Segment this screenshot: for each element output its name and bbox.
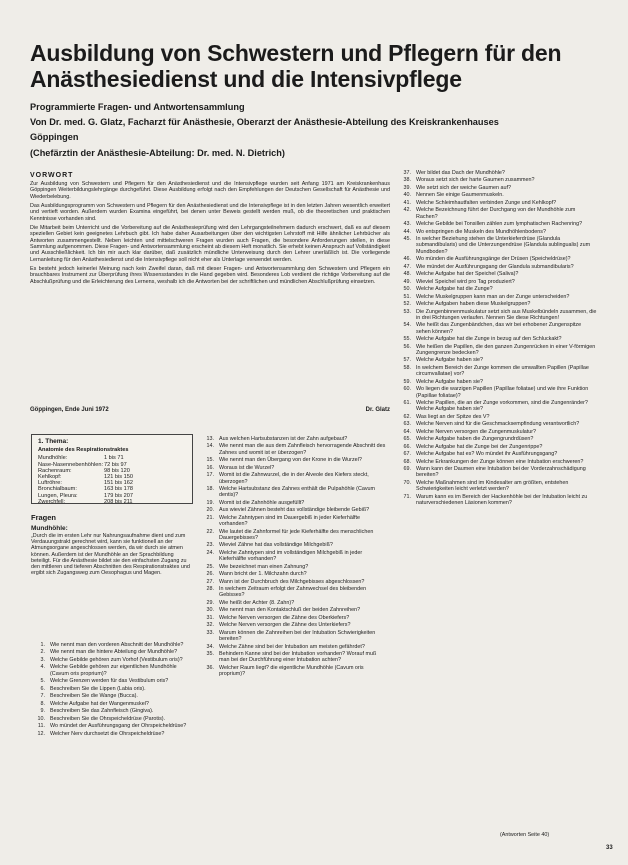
- question-text: Nennen Sie einige Gaumenmuskeln.: [416, 192, 504, 199]
- article-title: [30, 40, 610, 92]
- thema-row-topic: Nase-Nasennebenhöhlen:: [38, 461, 103, 468]
- question-number: 27.: [206, 578, 214, 585]
- question-item: [397, 386, 597, 399]
- vorwort-paragraph: Zur Ausbildung von Schwestern und Pflegern für den Anästhesiedienst und die Intensivpflege wurden seit Anfang 1971 am Kreiskrankenhaus Göppingen Weiterbildungslehrgänge durchgeführt. Diese Ausbildung erfolgt nach den Empfehlungen der Deutschen Gesellschaft für Anästhesie und Wiederbelebung.: [30, 181, 390, 200]
- question-number: 32.: [206, 622, 214, 629]
- question-item: [31, 686, 193, 692]
- question-item: [397, 301, 597, 307]
- question-item: [200, 457, 386, 463]
- subtitle: Programmierte Fragen- und Antwortensammlung: [30, 102, 245, 112]
- question-number: 14.: [206, 443, 214, 450]
- question-text: Welche Nerven versorgen die Zungenmuskulatur?: [416, 428, 537, 435]
- question-number: 35.: [206, 651, 214, 658]
- question-text: Womit ist die Zahnwurzel, die in der Alveole des Kiefers steckt, überzogen?: [219, 472, 369, 485]
- author-place: Göppingen: [30, 132, 79, 142]
- question-item: [200, 622, 386, 628]
- thema-row-range: 163 bis 178: [104, 486, 133, 493]
- question-text: Welcher Nerv durchsetzt die Ohrspeicheldrüse?: [50, 730, 165, 737]
- question-item: [397, 451, 597, 457]
- question-number: 49.: [403, 278, 411, 285]
- question-text: Wie heißt das Zungenbändchen, das wir bei erhobener Zungenspitze sehen können?: [416, 322, 582, 335]
- question-text: In welchem Bereich der Zunge kommen die umwallten Papillen (Papillae circumvallatae) vor?: [416, 364, 589, 378]
- signature-place: Göppingen, Ende Juni 1972: [30, 407, 109, 413]
- question-text: Aus welchen Hartsubstanzen ist der Zahn aufgebaut?: [219, 436, 348, 442]
- question-text: Beschreiben Sie die Lippen (Labia oris).: [50, 685, 146, 692]
- question-item: [200, 515, 386, 528]
- question-text: Wie nennt man den Übergang von der Krone in die Wurzel?: [219, 457, 362, 464]
- question-text: Wie nennt man den Kontaktschluß der beiden Zahnreihen?: [219, 607, 361, 614]
- question-text: Welche Aufgabe hat die Zunge in bezug auf den Schluckakt?: [416, 336, 562, 343]
- question-item: [200, 486, 386, 499]
- question-text: Aus wieviel Zähnen besteht das vollständige bleibende Gebiß?: [219, 507, 370, 514]
- question-text: Welche Schleimhautfalten verbinden Zunge und Kehlkopf?: [416, 199, 557, 206]
- question-text: Wo liegen die warzigen Papillen (Papillae foliatae) und wie ihre Funktion (Papillae foliatae)?: [416, 386, 589, 399]
- question-text: Woraus setzt sich der harte Gaumen zusammen?: [416, 177, 535, 184]
- title-line-2: Anästhesiedienst und die Intensivpflege: [30, 66, 462, 92]
- thema-row-range: 72 bis 97: [104, 461, 127, 468]
- question-number: 42.: [403, 207, 411, 214]
- question-number: 60.: [403, 386, 411, 393]
- question-item: [200, 507, 386, 513]
- thema-row-topic: Rachenraum:: [38, 467, 72, 474]
- question-number: 19.: [206, 499, 214, 506]
- question-number: 30.: [206, 607, 214, 614]
- question-text: Wo entspringen die Muskeln des Mundhöhlenbodens?: [416, 228, 546, 235]
- question-number: 5.: [40, 678, 45, 685]
- question-text: Welche Papillen, die an der Zunge vorkommen, sind die Zungenränder? Welche Aufgabe haben sie?: [416, 400, 588, 413]
- vorwort-text: [30, 181, 390, 288]
- question-text: Welche Nerven sind für die Geschmacksempfindung verantwortlich?: [416, 421, 580, 428]
- question-number: 44.: [403, 228, 411, 235]
- vorwort-paragraph: Es besteht jedoch keinerlei Meinung nach kein Zweifel daran, daß mit dieser Fragen- und Antwortensammlung den Schwestern und Pflegern ein brauchbares Instrument zur Überprüfung ihres Wissensstandes in die Hand gegeben wird. Besonderes Lob verdient die richtige Vorbereitung auf die Abschlußprüfung und die Erleichterung des Lernens, weshalb ich die Antworten bei der schriftlichen und mündlichen Abschlußprüfung einsetzen.: [30, 266, 390, 285]
- question-item: [397, 379, 597, 385]
- question-text: Behindern Kanne sind bei der Intubation vorhanden? Worauf muß man bei der Durchführung einer Intubation achten?: [219, 651, 377, 664]
- question-text: Womit ist die Zahnhöhle ausgefüllt?: [219, 499, 305, 506]
- author-line: Von Dr. med. G. Glatz, Facharzt für Anästhesie, Oberarzt der Anästhesie-Abteilung des Kreiskrankenhauses: [30, 117, 499, 127]
- question-number: 23.: [206, 542, 214, 549]
- question-number: 21.: [206, 514, 214, 521]
- question-text: Welche Zähne sind bei der Intubation am meisten gefährdet?: [219, 643, 365, 650]
- question-number: 36.: [206, 664, 214, 671]
- question-number: 24.: [206, 549, 214, 556]
- question-item: [31, 642, 193, 648]
- thema-row-range: 121 bis 150: [104, 474, 133, 481]
- question-text: Welche Gebilde gehören zum Vorhof (Vestibulum oris)?: [50, 656, 183, 663]
- question-number: 65.: [403, 436, 411, 443]
- question-text: Welche Aufgabe hat es? Wo mündet ihr Ausführungsgang?: [416, 451, 558, 458]
- question-text: Welche Maßnahmen sind im Kindesalter am größten, entstehen Schwierigkeiten leicht verletzt werden?: [416, 479, 569, 493]
- question-number: 58.: [403, 364, 411, 371]
- question-text: In welchem Zeitraum erfolgt der Zahnwechsel des bleibenden Gebisses?: [219, 586, 367, 599]
- question-text: Wie bezeichnet man einen Zahnung?: [219, 563, 309, 570]
- question-item: [31, 664, 193, 677]
- question-number: 45.: [403, 236, 411, 243]
- question-number: 25.: [206, 563, 214, 570]
- question-number: 43.: [403, 221, 411, 228]
- question-text: Welche Hartsubstanz des Zahnes enthält die Pulpahöhle (Cavum dentis)?: [219, 486, 376, 499]
- question-number: 64.: [403, 428, 411, 435]
- question-text: Welche Bezeichnung führt der Durchgang von der Mundhöhle zum Rachen?: [416, 207, 576, 220]
- question-number: 3.: [40, 656, 45, 663]
- question-text: Welche Aufgabe haben sie?: [416, 357, 484, 364]
- fragen-heading: Fragen: [31, 513, 57, 522]
- question-text: Welche Gebilde gehören zur eigentlichen Mundhöhle (Cavum oris proprium)?: [50, 664, 177, 677]
- question-item: [200, 529, 386, 542]
- question-item: [397, 344, 597, 357]
- question-number: 28.: [206, 586, 214, 593]
- question-number: 22.: [206, 528, 214, 535]
- question-item: [397, 192, 597, 198]
- question-text: Welche Aufgaben haben diese Muskelgruppen?: [416, 301, 531, 308]
- question-item: [397, 185, 597, 191]
- question-item: [200, 665, 386, 678]
- question-list-col2: [200, 436, 386, 679]
- thema-row-topic: Lungen, Pleura:: [38, 492, 78, 499]
- question-item: [200, 542, 386, 548]
- question-item: [200, 472, 386, 485]
- question-text: Wieviel Speichel wird pro Tag produziert?: [416, 278, 515, 285]
- question-item: [31, 701, 193, 707]
- question-item: [397, 480, 597, 493]
- question-number: 51.: [403, 293, 411, 300]
- question-item: [397, 414, 597, 420]
- question-item: [397, 207, 597, 220]
- question-text: Was liegt an der Spitze des V?: [416, 413, 490, 420]
- question-item: [397, 294, 597, 300]
- question-item: [200, 550, 386, 563]
- question-item: [397, 279, 597, 285]
- question-item: [200, 644, 386, 650]
- question-item: [397, 429, 597, 435]
- question-text: Welche Aufgabe hat der Wangenmuskel?: [50, 700, 149, 707]
- question-text: Welche Nerven versorgen die Zähne des Unterkiefers?: [219, 622, 351, 629]
- question-text: Beschreiben Sie das Zahnfleisch (Gingiva).: [50, 708, 154, 715]
- question-text: Wann bricht der 1. Milchzahn durch?: [219, 571, 307, 578]
- mundhoehle-intro: [31, 533, 193, 576]
- question-text: Beschreiben Sie die Wange (Bucca).: [50, 693, 138, 700]
- question-item: [200, 465, 386, 471]
- question-item: [31, 678, 193, 684]
- question-number: 38.: [403, 177, 411, 184]
- question-item: [397, 357, 597, 363]
- question-item: [31, 649, 193, 655]
- question-item: [397, 365, 597, 378]
- question-item: [397, 322, 597, 335]
- question-text: Wo münden die Ausführungsgänge der Drüsen (Speicheldrüse)?: [416, 256, 571, 263]
- question-text: Welche Aufgabe haben sie?: [416, 378, 484, 385]
- thema-row: [38, 499, 186, 505]
- question-number: 57.: [403, 357, 411, 364]
- question-number: 71.: [403, 493, 411, 500]
- question-item: [31, 716, 193, 722]
- question-number: 70.: [403, 479, 411, 486]
- question-number: 11.: [37, 723, 45, 730]
- question-text: Welche Aufgabe hat die Zunge?: [416, 286, 493, 293]
- question-text: Wann kann der Daumen eine Intubation bei der Vorderzahnschädigung bereiten?: [416, 466, 586, 479]
- question-text: Welche Aufgabe haben die Zungengrundrdüsen?: [416, 436, 534, 443]
- question-text: Welche Aufgabe hat die Zunge bei der Zungenrippe?: [416, 443, 543, 450]
- question-text: Welche Zahntypen sind im vollständigen Milchgebiß in jeder Kieferhälfte vorhanden?: [219, 549, 363, 563]
- question-number: 13.: [206, 436, 214, 442]
- thema-row-range: 98 bis 120: [104, 467, 130, 474]
- page-number: 33: [606, 845, 613, 851]
- vorwort-paragraph: Die Mitarbeit beim Unterricht und die Vorbereitung auf die Anästhesieprüfung wird den Lehrgangsteilnehmern dadurch erschwert, daß es auf diesem speziellen Gebiet kein geeignetes Lehrbuch gibt. Ich habe daher Ausarbeitungen über den wichtigsten Lehrstoff mit Hilfe ähnlicher Lehrbücher als Antworten zusammengestellt. Neben leichten und mittelschweren Fragen wurden auch Fragen, die besondere Anforderungen stellen, in diese Sammlung aufgenommen. Diese Fragen- und Antwortensammlung erscheint ab diesem Heft monatlich. Sie erhebt keinen Anspruch auf Vollständigkeit und Ausschließlichkeit. Ich bin mir auch klar darüber, daß zusätzlich mündliche Unterweisung durch den Lehrer unerläßlich ist. Die vorliegende Lernanleitung für den Anästhesiedienst und die Intensivpflege soll nicht eher als Unterlage verwendet werden.: [30, 225, 390, 263]
- question-text: Wie mündet der Ausführungsgang der Glandula submandibularis?: [416, 263, 574, 270]
- thema-row-topic: Luftröhre:: [38, 480, 62, 487]
- question-number: 17.: [206, 472, 214, 479]
- question-item: [397, 256, 597, 262]
- question-item: [397, 286, 597, 292]
- question-item: [200, 571, 386, 577]
- question-text: Die Zungenbinnenmuskulatur setzt sich aus Muskelbündeln zusammen, die in drei Richtungen verlaufen. Nennen Sie diese Richtungen!: [416, 308, 597, 321]
- question-number: 48.: [403, 271, 411, 278]
- question-item: [397, 200, 597, 206]
- question-item: [200, 615, 386, 621]
- question-item: [397, 494, 597, 507]
- question-number: 29.: [206, 599, 214, 606]
- question-item: [397, 177, 597, 183]
- question-text: Wie setzt sich der weiche Gaumen auf?: [416, 184, 511, 191]
- question-text: Welche Aufgabe hat der Speichel (Saliva)?: [416, 271, 519, 278]
- question-text: Welche Nerven versorgen die Zähne des Oberkiefers?: [219, 614, 350, 621]
- question-text: Wer bildet das Dach der Mundhöhle?: [416, 170, 505, 176]
- question-number: 54.: [403, 322, 411, 329]
- question-number: 15.: [206, 457, 214, 464]
- question-number: 46.: [403, 256, 411, 263]
- question-text: Wo mündet der Ausführungsgang der Ohrspeicheldrüse?: [50, 723, 187, 730]
- question-text: Woraus ist die Wurzel?: [219, 464, 275, 471]
- question-item: [200, 600, 386, 606]
- question-number: 8.: [40, 700, 45, 707]
- question-number: 62.: [403, 413, 411, 420]
- question-number: 20.: [206, 507, 214, 514]
- signature-name: Dr. Glatz: [365, 407, 390, 413]
- question-text: Wann ist der Durchbruch des Milchgebisses abgeschlossen?: [219, 578, 365, 585]
- question-item: [397, 271, 597, 277]
- question-item: [200, 586, 386, 599]
- question-item: [31, 708, 193, 714]
- question-number: 61.: [403, 400, 411, 406]
- question-number: 40.: [403, 192, 411, 199]
- question-number: 66.: [403, 443, 411, 450]
- vorwort-paragraph: Das Ausbildungsprogramm von Schwestern und Pflegern für den Anästhesiedienst und die Intensivpflege ist in den letzten Jahren wesentlich erweitert und vertieft worden. Außerdem wurden Examina eingeführt, bei denen unter Beweis gestellt werden muß, ob die theoretischen und praktischen Kenntnisse vorhanden sind.: [30, 203, 390, 222]
- thema-row-topic: Bronchialbaum:: [38, 486, 77, 493]
- thema-row-topic: Mundhöhle:: [38, 455, 68, 462]
- question-item: [397, 236, 597, 255]
- chief-line: (Chefärztin der Anästhesie-Abteilung: Dr. med. N. Dietrich): [30, 148, 285, 158]
- question-item: [200, 630, 386, 643]
- question-number: 59.: [403, 378, 411, 385]
- question-text: Welche Grenzen werden für das Vestibulum oris?: [50, 678, 169, 685]
- question-item: [200, 443, 386, 456]
- question-number: 53.: [403, 308, 411, 315]
- question-text: Welche Muskelgruppen kann man an der Zunge unterscheiden?: [416, 293, 570, 300]
- question-text: Wieviel Zähne hat das vollständige Milchgebiß?: [219, 542, 333, 549]
- question-number: 31.: [206, 614, 214, 621]
- question-item: [397, 264, 597, 270]
- question-list-col1: [31, 642, 193, 738]
- question-number: 56.: [403, 343, 411, 350]
- question-number: 9.: [40, 708, 45, 715]
- question-text: Wie lautet die Zahnformel für jede Kieferhälfte des menschlichen Dauergebisses?: [219, 528, 374, 541]
- question-number: 10.: [37, 715, 45, 722]
- question-item: [200, 579, 386, 585]
- question-item: [397, 421, 597, 427]
- question-number: 7.: [40, 693, 45, 700]
- question-text: In welcher Beziehung stehen die Unterkieferdrüse (Glandula submandibularis) und die Unterzungendrüse (Glandula sublingualis) zum Mundboden?: [416, 236, 591, 255]
- question-text: Wie nennt man den vorderen Abschnitt der Mundhöhle?: [50, 642, 184, 648]
- question-item: [31, 723, 193, 729]
- question-text: Wie heißen die Papillen, die den ganzen Zungenrücken in einer V-förmigen Zungengrenze bedecken?: [416, 343, 596, 356]
- question-number: 55.: [403, 336, 411, 343]
- question-text: Welche Erkrankungen der Zunge können eine Intubation erschweren?: [416, 458, 584, 465]
- title-line-1: Ausbildung von Schwestern und Pflegern für den: [30, 40, 562, 66]
- question-number: 16.: [206, 464, 214, 471]
- question-item: [200, 500, 386, 506]
- question-number: 12.: [37, 730, 45, 737]
- question-text: Wie nennt man die aus dem Zahnfleisch hervorragende Abschnitt des Zahnes und womit ist er überzogen?: [219, 443, 386, 456]
- question-text: Warum kann es im Bereich der Hackenhöhle bei der Intubation leicht zu naturverschiedenen Läsionen kommen?: [416, 493, 588, 507]
- question-text: Welcher Raum liegt? die eigentliche Mundhöhle (Cavum oris proprium)?: [219, 664, 364, 678]
- question-number: 18.: [206, 486, 214, 493]
- thema-label: 1. Thema:: [38, 438, 69, 445]
- question-item: [397, 170, 597, 176]
- answers-reference: (Antworten Seite 40): [500, 832, 550, 838]
- question-number: 52.: [403, 301, 411, 308]
- vorwort-heading: VORWORT: [30, 172, 74, 179]
- question-number: 67.: [403, 451, 411, 458]
- thema-row-topic: Zwerchfell:: [38, 498, 66, 505]
- thema-rows: [38, 455, 186, 505]
- question-number: 1.: [40, 642, 45, 648]
- question-number: 41.: [403, 199, 411, 206]
- question-text: Beschreiben Sie die Ohrspeicheldrüse (Parotis).: [50, 715, 166, 722]
- question-text: Welche Zahntypen sind im Dauergebiß in jeder Kieferhälfte vorhanden?: [219, 514, 361, 528]
- question-number: 4.: [40, 664, 45, 671]
- question-item: [31, 693, 193, 699]
- question-item: [397, 221, 597, 227]
- question-item: [200, 436, 386, 442]
- intro-text: „Durch die im ersten Lehr nur Nahrungsaufnahme dient und zum Verdauungstrakt gerechnet wird, kann sie funktionell an der Atmungsorgane angeschlossen werden, da wir durch sie atmen können. Außerdem ist der Mundhöhle an der Sprachbildung beteiligt. Für die Anästhesie bildet sie den einfachsten Zugang zu den mittleren und tieferen Abschnitten des Respirationstraktes und ergibt sich Zugangsweg zum Oesophagus und Magen.: [31, 533, 190, 577]
- question-number: 26.: [206, 571, 214, 578]
- thema-box: [31, 434, 193, 504]
- question-item: [31, 657, 193, 663]
- question-number: 69.: [403, 466, 411, 473]
- question-item: [397, 400, 597, 413]
- question-item: [397, 309, 597, 322]
- question-number: 2.: [40, 649, 45, 656]
- thema-row-range: 179 bis 207: [104, 492, 133, 499]
- question-item: [200, 651, 386, 664]
- question-number: 50.: [403, 286, 411, 293]
- question-number: 33.: [206, 629, 214, 636]
- mundhoehle-heading: Mundhöhle:: [31, 525, 68, 532]
- question-text: Warum können die Zahnreihen bei der Intubation Schwierigkeiten bereiten?: [219, 629, 376, 643]
- signature-line: [30, 407, 390, 413]
- question-item: [397, 444, 597, 450]
- question-item: [397, 229, 597, 235]
- question-item: [31, 731, 193, 737]
- question-number: 39.: [403, 184, 411, 191]
- question-number: 68.: [403, 458, 411, 465]
- question-number: 47.: [403, 263, 411, 270]
- thema-row-range: 208 bis 211: [104, 498, 133, 505]
- question-text: Wie heißt der Achter (8. Zahn)?: [219, 599, 295, 606]
- question-number: 34.: [206, 643, 214, 650]
- question-item: [200, 564, 386, 570]
- thema-row-range: 1 bis 71: [104, 455, 124, 462]
- question-text: Wie nennt man die hintere Abteilung der Mundhöhle?: [50, 649, 178, 656]
- question-item: [397, 459, 597, 465]
- thema-title: Anatomie des Respirationstraktes: [38, 447, 129, 454]
- question-number: 37.: [403, 170, 411, 176]
- question-number: 6.: [40, 685, 45, 692]
- question-number: 63.: [403, 421, 411, 428]
- question-item: [200, 607, 386, 613]
- thema-row-topic: Kehlkopf:: [38, 474, 62, 481]
- question-item: [397, 466, 597, 479]
- question-item: [397, 336, 597, 342]
- question-item: [397, 436, 597, 442]
- question-list-col3: [397, 170, 597, 508]
- question-text: Welche Gebilde bei Tonsillen zählen zum lymphatischen Rachenring?: [416, 221, 583, 228]
- thema-row-range: 151 bis 162: [104, 480, 133, 487]
